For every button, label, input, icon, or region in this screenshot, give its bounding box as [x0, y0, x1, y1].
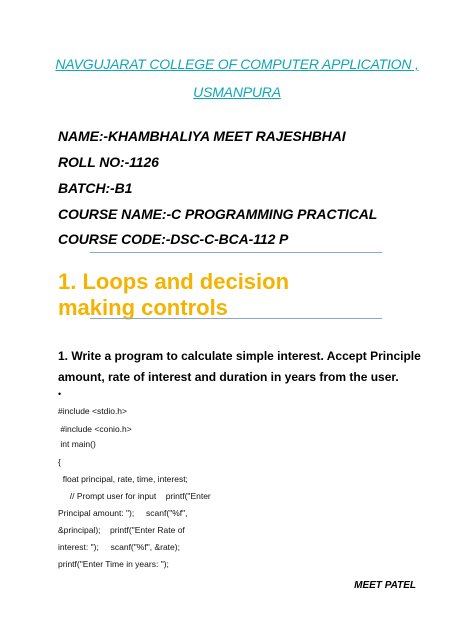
- college-name-line1: NAVGUJARAT COLLEGE OF COMPUTER APPLICATION ,: [55, 56, 419, 72]
- bullet-mark: •: [58, 389, 62, 399]
- code-line: #include <stdio.h>: [58, 406, 127, 416]
- code-line: #include <conio.h>: [58, 424, 132, 434]
- roll-number: ROLL NO:-1126: [58, 154, 159, 170]
- batch: BATCH:-B1: [58, 180, 133, 196]
- college-name-line2: USMANPURA: [193, 84, 281, 100]
- divider-bottom: [90, 318, 382, 319]
- question-line1: 1. Write a program to calculate simple interest. Accept Principle: [58, 349, 421, 363]
- footer-author: MEET PATEL: [354, 580, 416, 591]
- question-line2: amount, rate of interest and duration in years from the user.: [58, 370, 399, 384]
- course-name: COURSE NAME:-C PROGRAMMING PRACTICAL: [58, 206, 378, 222]
- code-line: float principal, rate, time, interest;: [58, 474, 188, 484]
- divider-top: [90, 252, 382, 253]
- code-line: // Prompt user for input printf("Enter: [58, 491, 211, 501]
- code-line: &principal); printf("Enter Rate of: [58, 525, 185, 535]
- section-heading-line2: making controls: [58, 295, 228, 320]
- student-name: NAME:-KHAMBHALIYA MEET RAJESHBHAI: [58, 128, 346, 144]
- code-line: Principal amount: "); scanf("%f",: [58, 508, 188, 518]
- course-code: COURSE CODE:-DSC-C-BCA-112 P: [58, 231, 289, 247]
- code-line: interest: "); scanf("%f", &rate);: [58, 542, 180, 552]
- code-line: int main(): [58, 439, 96, 449]
- code-line: {: [58, 457, 61, 467]
- code-line: printf("Enter Time in years: ");: [58, 559, 169, 569]
- section-heading-line1: 1. Loops and decision: [58, 269, 290, 294]
